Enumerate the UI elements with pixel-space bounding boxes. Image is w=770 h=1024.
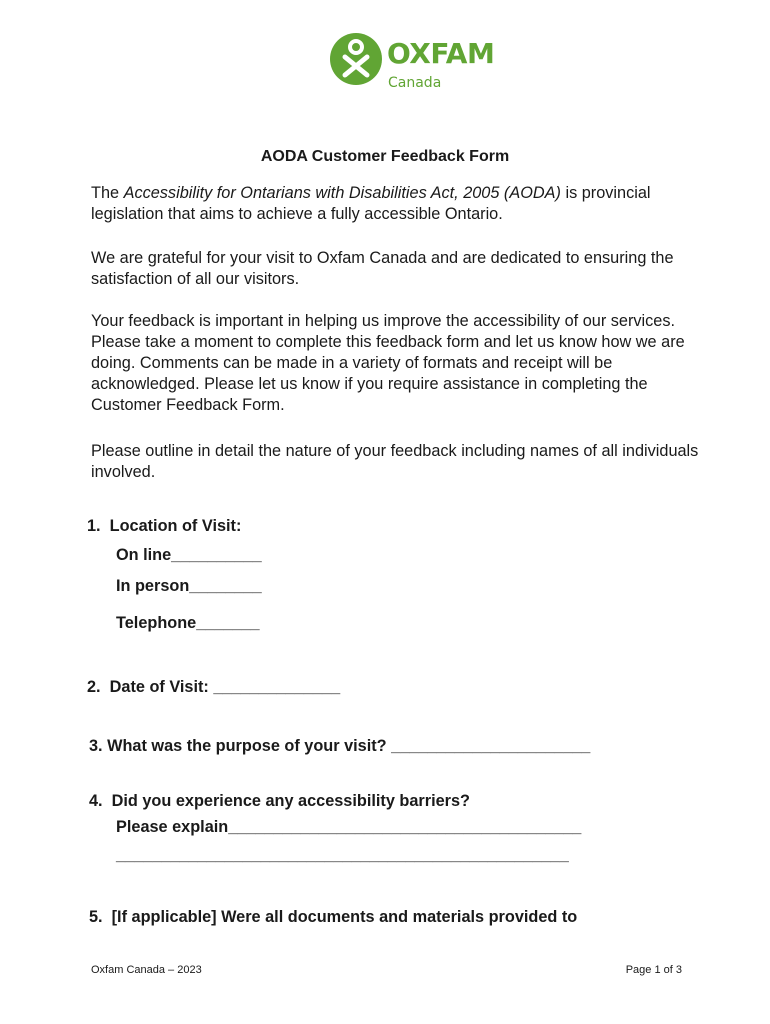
feedback-paragraph: Your feedback is important in helping us improve the accessibility of our services. Please take a moment to complete this feedback form and let us know how we are doing. Comments can be made in a variety of formats and receipt will be acknowledged. Please let us know if you require assistance in completing the Customer Feedback Form. [91,312,685,414]
question-5-label: 5. [If applicable] Were all documents and materials provided to [89,908,578,926]
footer-page-number: Page 1 of 3 [625,964,682,976]
logo-subname: Canada [388,75,442,91]
q3-purpose-field[interactable]: 3. What was the purpose of your visit? ______________________ [89,737,591,755]
q1-in-person-field[interactable]: In person________ [116,577,262,595]
instructions-paragraph: Please outline in detail the nature of your feedback including names of all individuals involved. [91,442,699,481]
question-1-label: 1. Location of Visit: [87,517,242,535]
act-name: Accessibility for Ontarians with Disabilities Act, 2005 (AODA) [123,184,561,202]
q1-telephone-field[interactable]: Telephone_______ [116,614,260,632]
q1-online-field[interactable]: On line__________ [116,546,262,564]
intro-paragraph: The Accessibility for Ontarians with Disabilities Act, 2005 (AODA) is provincial legislation that aims to achieve a fully accessible Ontario. [91,184,651,223]
logo-name: OXFAM [387,37,495,70]
oxfam-logo [330,28,495,98]
q4-extra-line-field[interactable]: __________________________________________________ [116,846,569,864]
q2-date-field[interactable]: 2. Date of Visit: ______________ [87,678,341,696]
question-4-label: 4. Did you experience any accessibility barriers? [89,792,470,810]
oxfam-emblem-icon [330,30,382,88]
footer-org: Oxfam Canada – 2023 [91,964,202,976]
q4-explain-field[interactable]: Please explain_______________________________________ [116,818,582,836]
form-title: AODA Customer Feedback Form [260,148,510,165]
gratitude-paragraph: We are grateful for your visit to Oxfam Canada and are dedicated to ensuring the satisfaction of all our visitors. [91,249,674,288]
